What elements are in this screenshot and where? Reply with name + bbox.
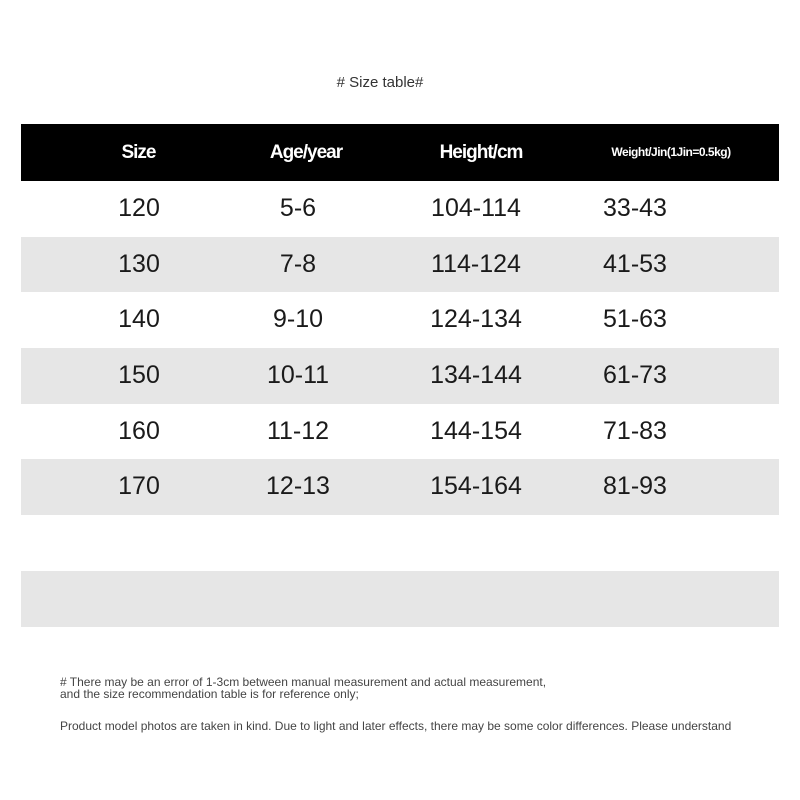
cell-size: 130 bbox=[118, 249, 160, 278]
empty-row bbox=[21, 571, 779, 627]
header-age: Age/year bbox=[269, 142, 343, 163]
cell-age: 11-12 bbox=[266, 416, 330, 445]
cell-size: 150 bbox=[118, 361, 160, 390]
cell-weight: 51-63 bbox=[603, 305, 667, 334]
cell-weight: 41-53 bbox=[603, 249, 667, 278]
header-height: Height/cm bbox=[439, 142, 523, 163]
size-table bbox=[21, 124, 779, 627]
cell-age: 9-10 bbox=[272, 305, 324, 334]
cell-weight: 81-93 bbox=[603, 472, 667, 501]
cell-weight: 61-73 bbox=[603, 361, 667, 390]
table-row bbox=[21, 237, 779, 293]
cell-height: 154-164 bbox=[430, 472, 522, 501]
cell-age: 10-11 bbox=[266, 361, 330, 390]
page-title: # Size table# bbox=[336, 74, 424, 91]
table-row bbox=[21, 404, 779, 460]
table-row bbox=[21, 181, 779, 237]
measurement-note bbox=[60, 676, 760, 700]
table-row bbox=[21, 292, 779, 348]
table-header bbox=[21, 124, 779, 181]
empty-row bbox=[21, 515, 779, 571]
table-row bbox=[21, 459, 779, 515]
cell-age: 5-6 bbox=[279, 194, 317, 222]
cell-age: 12-13 bbox=[266, 472, 330, 501]
color-note: Product model photos are taken in kind. Due to light and later effects, there may be some color differences. Please understand bbox=[60, 719, 732, 733]
cell-height: 144-154 bbox=[430, 416, 522, 445]
table-row bbox=[21, 348, 779, 404]
note-line: and the size recommendation table is for reference only; bbox=[60, 687, 359, 701]
cell-weight: 71-83 bbox=[603, 416, 667, 445]
note-line: # There may be an error of 1-3cm between manual measurement and actual measurement, bbox=[60, 675, 547, 689]
cell-height: 124-134 bbox=[430, 305, 522, 334]
header-weight: Weight/Jin(1Jin=0.5kg) bbox=[611, 145, 731, 159]
header-size: Size bbox=[121, 142, 156, 163]
cell-weight: 33-43 bbox=[603, 194, 667, 222]
cell-size: 160 bbox=[118, 416, 160, 445]
cell-age: 7-8 bbox=[279, 249, 317, 278]
cell-size: 170 bbox=[118, 472, 160, 501]
cell-height: 114-124 bbox=[431, 249, 521, 278]
cell-height: 104-114 bbox=[431, 194, 521, 222]
cell-size: 140 bbox=[118, 305, 160, 334]
cell-size: 120 bbox=[118, 194, 160, 222]
cell-height: 134-144 bbox=[430, 361, 522, 390]
